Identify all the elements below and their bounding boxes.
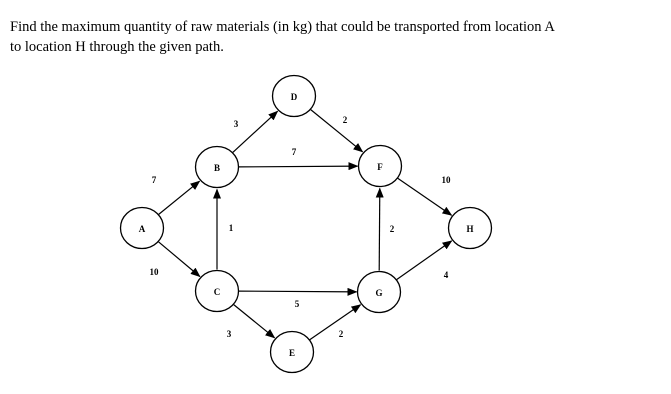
edge-g-f [379, 189, 380, 271]
edge-a-b [159, 181, 200, 214]
edge-e-g [310, 305, 361, 340]
node-label: H [466, 224, 474, 234]
node-label: D [290, 92, 298, 102]
node-g [358, 272, 401, 313]
edge-weight-c-b: 1 [228, 223, 234, 233]
node-d [273, 76, 316, 117]
edge-weight-d-f: 2 [342, 115, 348, 125]
edge-weight-g-f: 2 [389, 224, 395, 234]
edge-a-c [159, 242, 200, 277]
node-label: E [288, 348, 296, 358]
edge-weight-c-e: 3 [226, 329, 232, 339]
edge-b-f [239, 166, 358, 167]
edge-weight-b-d: 3 [233, 119, 239, 129]
node-b [196, 147, 239, 188]
node-f [359, 146, 402, 187]
edge-weight-f-h: 10 [441, 175, 451, 185]
node-label: F [377, 162, 383, 172]
node-label: C [213, 287, 221, 297]
node-c [196, 271, 239, 312]
node-e [271, 332, 314, 373]
node-label: A [138, 224, 146, 234]
edge-weight-g-h: 4 [443, 270, 449, 280]
edge-weight-c-g: 5 [294, 299, 300, 309]
edge-weight-a-c: 10 [149, 267, 159, 277]
edge-weights-layer [150, 115, 452, 339]
node-label: B [213, 163, 221, 173]
node-h [449, 208, 492, 249]
edge-weight-b-f: 7 [291, 147, 297, 157]
question-line-1: Find the maximum quantity of raw materials (in kg) that could be transported from location A [10, 19, 555, 35]
node-a [121, 208, 164, 249]
edge-b-d [233, 111, 278, 152]
question-line-2: to location H through the given path. [10, 39, 224, 55]
edge-weight-e-g: 2 [338, 329, 344, 339]
edge-weight-a-b: 7 [151, 175, 157, 185]
edge-d-f [311, 110, 363, 152]
edge-c-e [234, 305, 275, 338]
node-label: G [375, 288, 383, 298]
edge-c-g [239, 291, 357, 292]
nodes-layer [121, 76, 492, 373]
